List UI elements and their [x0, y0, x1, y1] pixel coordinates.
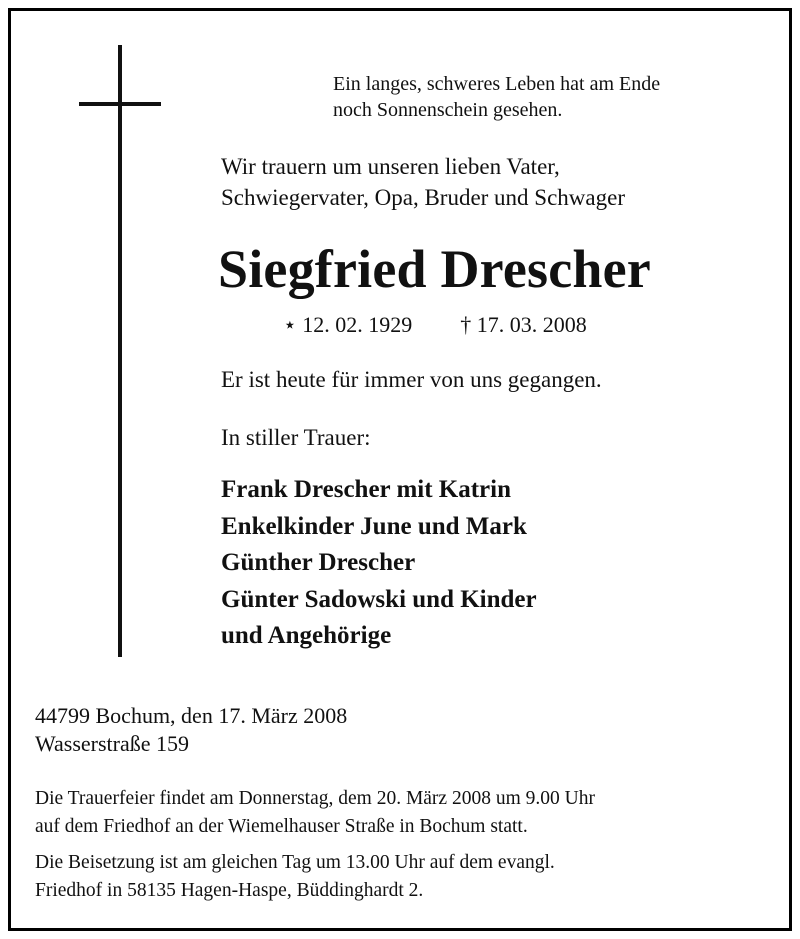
place-and-address — [35, 702, 347, 758]
funeral-info — [35, 785, 595, 841]
mourner: und Angehörige — [221, 622, 392, 649]
intro-line: Wir trauern um unseren lieben Vater, — [221, 154, 560, 179]
motto — [333, 71, 660, 123]
cross-icon-horizontal — [79, 102, 161, 106]
intro-line: Schwiegervater, Opa, Bruder und Schwager — [221, 185, 625, 210]
birth-date: ⋆ 12. 02. 1929 — [283, 312, 413, 337]
burial-info — [35, 849, 555, 905]
mourner: Günter Sadowski und Kinder — [221, 585, 537, 613]
gone-text: Er ist heute für immer von uns gegangen. — [221, 367, 602, 392]
mourner: Enkelkinder June und Mark — [221, 512, 527, 540]
intro-text — [221, 151, 625, 213]
obituary-notice — [8, 8, 792, 931]
motto-line: Ein langes, schweres Leben hat am Ende — [333, 73, 661, 95]
mourner: Günther Drescher — [221, 549, 416, 576]
cross-icon-vertical — [118, 45, 122, 657]
life-dates — [283, 311, 587, 339]
burial-line: Friedhof in 58135 Hagen-Haspe, Büddinghardt 2. — [35, 880, 424, 901]
mourners-list — [221, 472, 537, 655]
deceased-name: Siegfried Drescher — [218, 239, 651, 299]
place-date: 44799 Bochum, den 17. März 2008 — [35, 703, 348, 728]
mourning-label: In stiller Trauer: — [221, 425, 371, 450]
funeral-line: auf dem Friedhof an der Wiemelhauser Straße in Bochum statt. — [35, 816, 528, 837]
motto-line: noch Sonnenschein gesehen. — [333, 99, 563, 121]
burial-line: Die Beisetzung ist am gleichen Tag um 13.00 Uhr auf dem evangl. — [35, 852, 555, 873]
address: Wasserstraße 159 — [35, 731, 190, 756]
mourner: Frank Drescher mit Katrin — [221, 476, 512, 503]
death-date: † 17. 03. 2008 — [460, 312, 587, 337]
funeral-line: Die Trauerfeier findet am Donnerstag, dem 20. März 2008 um 9.00 Uhr — [35, 788, 595, 809]
